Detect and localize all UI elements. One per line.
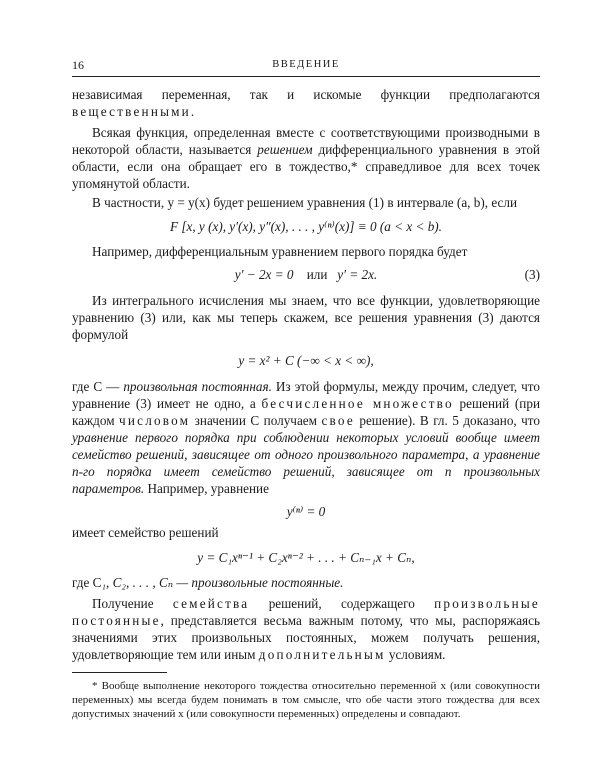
paragraph-2: В частности, y = y(x) будет решением уравнения (1) в интервале (a, b), если — [92, 195, 518, 210]
running-title: ВВЕДЕНИЕ — [272, 59, 340, 70]
paragraph-3: Например, дифференциальным уравнением первого порядка будет — [92, 244, 468, 259]
footnote: * Вообще выполнение некоторого тождества относительно переменной x (или совокупности переменных) мы всегда будем понимать в том смысле, что обе части этого тождества для всех допустимых значений x (или совокупности переменных) определены и совпадают. — [72, 680, 540, 720]
paragraph-1: Всякая функция, определенная вместе с соответствующими производными в некоторой области, называется решением дифференциального уравнения в этой области, если она обращает его в тождество,* справедливое для всех точек упомянутой области. — [72, 125, 540, 191]
page-header — [72, 58, 540, 72]
paragraph-8: Получение семейства решений, содержащего произвольные постоянные, представляется весьма важным потому, что мы, распоряжаясь значениями этих произвольных постоянных, можем получать решения, удовлетворяющие тем или иным дополнительным условиям. — [72, 596, 540, 662]
paragraph-5: где C — произвольная постоянная. Из этой формулы, между прочим, следует, что уравнение (3) имеет не одно, а бесчисленное множество решений (при каждом числовом значении C получаем свое решение). В гл. 5 доказано, что уравнение первого порядка при соблюдении некоторых условий вообще имеет семейство решений, зависящее от одного произвольного параметра, а уравнение n-го порядка имеет семейство решений, зависящее от n произвольных параметров. Например, уравнение — [72, 379, 541, 496]
page-number: 16 — [72, 58, 84, 72]
formula-family-of-solutions: y = C₁xⁿ⁻¹ + C₂xⁿ⁻² + . . . + Cₙ₋₁x + Cₙ, — [197, 550, 415, 565]
equation-number: (3) — [524, 267, 540, 282]
formula-solution-condition: F [x, y (x), y′(x), y″(x), . . . , y⁽ⁿ⁾(x)] ≡ 0 (a < x < b). — [170, 219, 442, 234]
formula-nth-derivative: y⁽ⁿ⁾ = 0 — [286, 504, 326, 519]
formula-equation-3: y′ − 2x = 0 или y′ = 2x. (3) — [234, 267, 540, 282]
header-rule — [72, 76, 540, 77]
formula-general-solution: y = x² + C (−∞ < x < ∞), — [238, 353, 374, 368]
paragraph-4: Из интегрального исчисления мы знаем, что все функции, удовлетворяющие уравнению (3) или, как мы теперь скажем, все решения уравнения (3) даются формулой — [72, 293, 540, 342]
page-body — [72, 86, 540, 721]
footnote-rule — [72, 672, 167, 673]
paragraph-6: имеет семейство решений — [72, 525, 219, 540]
paragraph-7: где C₁, C₂, . . . , Cₙ — произвольные постоянные. — [72, 575, 344, 590]
paragraph-0: независимая переменная, так и искомые функции предполагаются вещественными. — [72, 87, 540, 119]
